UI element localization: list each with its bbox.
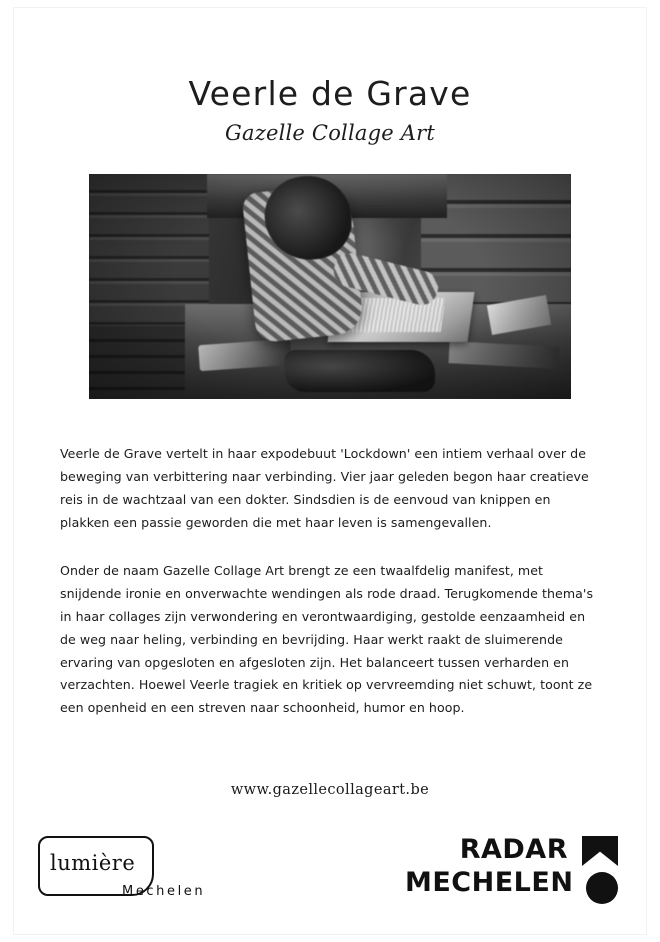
body-copy: [60, 443, 600, 720]
lumiere-city: Mechelen: [122, 884, 206, 899]
photo-vignette: [89, 174, 571, 399]
footer-logos: [14, 818, 646, 908]
artist-photo: [89, 174, 571, 399]
poster-header: [14, 8, 646, 145]
paragraph-intro: Veerle de Grave vertelt in haar expodebuut 'Lockdown' een intiem verhaal over de beweging van verbittering naar verbinding. Vier jaar geleden begon haar creatieve reis in de wachtzaal van een dokter. Sindsdien is de eenvoud van knippen en plakken een passie geworden die met haar leven is samengevallen.: [60, 446, 589, 531]
radar-wordmark: RADAR: [459, 834, 568, 865]
lumiere-logo[interactable]: [38, 830, 228, 904]
page-subtitle: Gazelle Collage Art: [225, 121, 435, 146]
page-title: Veerle de Grave: [188, 74, 472, 113]
website-link[interactable]: www.gazellecollageart.be: [230, 782, 430, 799]
paragraph-manifest: Onder de naam Gazelle Collage Art brengt ze een twaalfdelig manifest, met snijdende ironie en onverwachte wendingen als rode draad. Terugkomende thema's in haar collages zijn verwondering en verontwaardiging, gestolde eenzaamheid en de weg naar heling, verbinding en bevrijding. Haar werkt raakt de sluimerende ervaring van opgesloten en afgesloten zijn. Het balanceert tussen verharden en verzachten. Hoewel Veerle tragiek en kritiek op vervreemding niet schuwt, toont ze een openheid en een streven naar schoonheid, humor en hoop.: [60, 562, 594, 716]
radar-logo[interactable]: [405, 836, 620, 902]
radar-dot-icon: [586, 872, 618, 904]
poster-page: [14, 8, 646, 934]
lumiere-wordmark: lumière: [50, 851, 136, 875]
radar-city: MECHELEN: [405, 867, 574, 898]
